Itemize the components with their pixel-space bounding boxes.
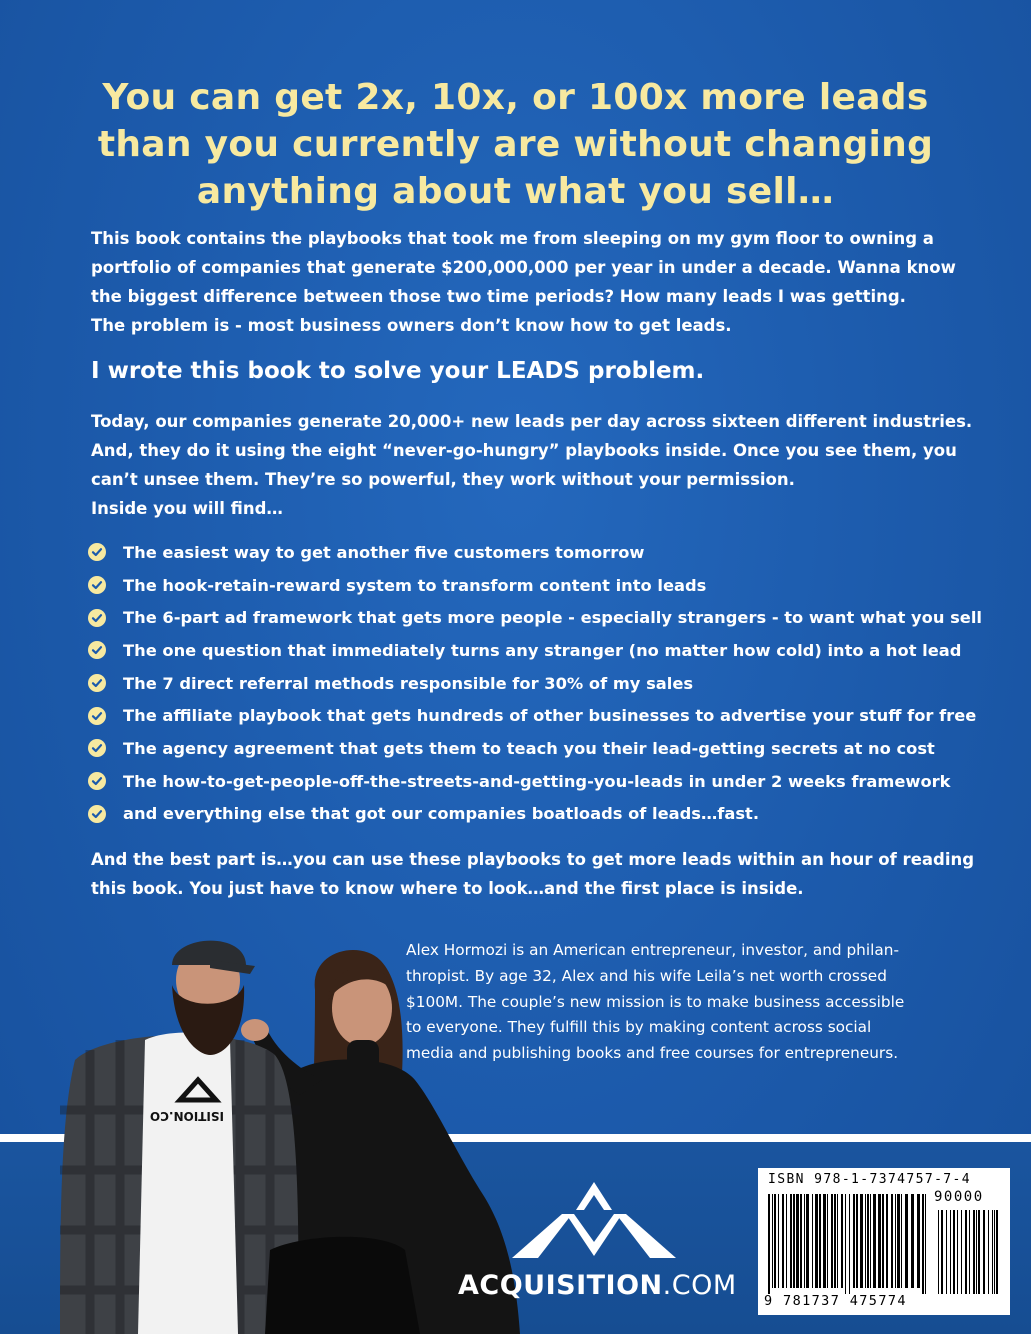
feature-text: The 6-part ad framework that gets more people - especially strangers - to want what you sell bbox=[123, 608, 982, 628]
headline-line-1: You can get 2x, 10x, or 100x more leads bbox=[102, 77, 929, 118]
feature-item bbox=[88, 634, 982, 667]
today-line-3: can’t unsee them. They’re so powerful, they work without your permission. bbox=[91, 470, 795, 489]
check-circle-icon bbox=[88, 707, 106, 725]
feature-item bbox=[88, 667, 982, 700]
check-circle-icon bbox=[88, 641, 106, 659]
closing-line-1: And the best part is…you can use these playbooks to get more leads within an hour of reading bbox=[91, 850, 975, 869]
isbn-label: ISBN 978-1-7374757-7-4 bbox=[768, 1172, 971, 1187]
feature-item bbox=[88, 798, 982, 831]
intro-line-3: the biggest difference between those two time periods? How many leads I was getting. bbox=[91, 287, 906, 306]
headline-line-2: than you currently are without changing bbox=[97, 124, 934, 165]
intro-line-2: portfolio of companies that generate $200,000,000 per year in under a decade. Wanna know bbox=[91, 258, 956, 277]
check-circle-icon bbox=[88, 772, 106, 790]
check-circle-icon bbox=[88, 674, 106, 692]
feature-item bbox=[88, 536, 982, 569]
feature-text: The agency agreement that gets them to teach you their lead-getting secrets at no cost bbox=[123, 738, 935, 758]
feature-text: The affiliate playbook that gets hundreds of other businesses to advertise your stuff for free bbox=[123, 706, 977, 726]
bio-line-2: thropist. By age 32, Alex and his wife Leila’s net worth crossed bbox=[406, 966, 887, 985]
feature-text: The one question that immediately turns any stranger (no matter how cold) into a hot lead bbox=[123, 640, 962, 660]
feature-item bbox=[88, 601, 982, 634]
feature-text: The 7 direct referral methods responsible for 30% of my sales bbox=[123, 673, 694, 693]
check-circle-icon bbox=[88, 543, 106, 561]
feature-text: The how-to-get-people-off-the-streets-and-getting-you-leads in under 2 weeks framework bbox=[123, 771, 951, 791]
barcode-addon-number: 90000 bbox=[934, 1189, 984, 1205]
feature-list bbox=[88, 536, 982, 830]
subheadline: I wrote this book to solve your LEADS problem. bbox=[91, 358, 705, 384]
bio-line-1: Alex Hormozi is an American entrepreneur, investor, and philan- bbox=[406, 941, 899, 959]
check-circle-icon bbox=[88, 576, 106, 594]
barcode-bars bbox=[766, 1194, 1002, 1294]
bio-line-4: to everyone. They fulfill this by making content across social bbox=[406, 1018, 872, 1037]
isbn-barcode bbox=[758, 1168, 1010, 1315]
bio-line-3: $100M. The couple’s new mission is to make business accessible bbox=[406, 992, 905, 1011]
intro-paragraph bbox=[91, 224, 971, 340]
feature-text: and everything else that got our companies boatloads of leads…fast. bbox=[123, 804, 760, 824]
feature-item bbox=[88, 699, 982, 732]
brand-name: ACQUISITION bbox=[458, 1270, 663, 1301]
feature-item bbox=[88, 569, 982, 602]
feature-text: The easiest way to get another five customers tomorrow bbox=[123, 542, 645, 562]
brand-wordmark bbox=[458, 1268, 737, 1304]
ean-number: 9 781737 475774 bbox=[764, 1293, 907, 1309]
today-paragraph bbox=[91, 407, 971, 523]
check-circle-icon bbox=[88, 805, 106, 823]
intro-line-1: This book contains the playbooks that took me from sleeping on my gym floor to owning a bbox=[91, 229, 934, 248]
check-circle-icon bbox=[88, 739, 106, 757]
today-line-4: Inside you will find… bbox=[91, 499, 283, 518]
intro-line-4: The problem is - most business owners don’t know how to get leads. bbox=[91, 316, 732, 335]
feature-text: The hook-retain-reward system to transform content into leads bbox=[123, 575, 707, 595]
closing-line-2: this book. You just have to know where to look…and the first place is inside. bbox=[91, 879, 804, 898]
bio-line-5: media and publishing books and free courses for entrepreneurs. bbox=[406, 1044, 899, 1063]
feature-item bbox=[88, 765, 982, 798]
feature-item bbox=[88, 732, 982, 765]
shirt-text: ISITION.CO bbox=[149, 1109, 224, 1123]
acquisition-mountain-logo bbox=[508, 1178, 680, 1260]
headline-line-3: anything about what you sell… bbox=[196, 171, 835, 212]
today-line-1: Today, our companies generate 20,000+ new leads per day across sixteen different industries. bbox=[91, 412, 973, 431]
closing-paragraph bbox=[91, 845, 975, 903]
headline bbox=[0, 74, 1031, 215]
today-line-2: And, they do it using the eight “never-go-hungry” playbooks inside. Once you see them, you bbox=[91, 441, 957, 460]
brand-suffix: .COM bbox=[662, 1270, 737, 1301]
check-circle-icon bbox=[88, 609, 106, 627]
